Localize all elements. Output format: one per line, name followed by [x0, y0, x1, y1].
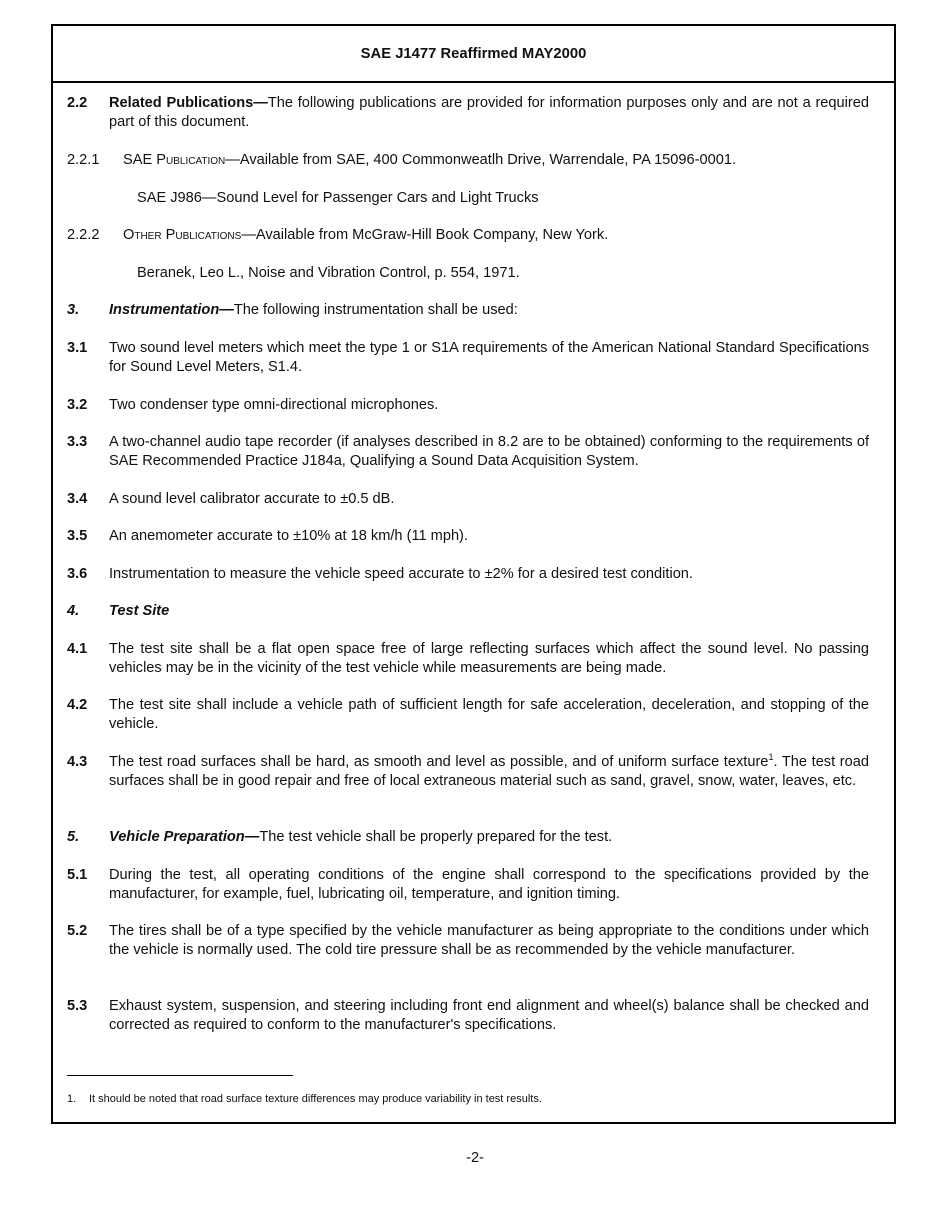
- section-3-4: [67, 490, 869, 509]
- section-heading: SAE Publication: [123, 152, 226, 168]
- section-3-6: [67, 565, 869, 584]
- section-text: The following publications are provided for information purposes only and are not a required part of this document.: [109, 95, 869, 130]
- section-text: —Available from McGraw-Hill Book Company, New York.: [241, 227, 609, 243]
- section-3-2: [67, 396, 869, 415]
- section-3-1: [67, 339, 869, 377]
- section-text: . The test road surfaces shall be in good repair and free of local extraneous material such as sand, gravel, snow, water, leaves, etc.: [109, 754, 869, 789]
- page-frame: [51, 24, 896, 1124]
- section-5-3: [67, 997, 869, 1035]
- section-5: [67, 828, 869, 847]
- section-text: A sound level calibrator accurate to ±0.5 dB.: [109, 491, 395, 507]
- section-3-5: [67, 527, 869, 546]
- section-number: 5.: [67, 829, 80, 845]
- section-text: Two sound level meters which meet the type 1 or S1A requirements of the American National Standard Specifications for Sound Level Meters, S1.4.: [109, 340, 869, 375]
- section-text: Instrumentation to measure the vehicle speed accurate to ±2% for a desired test condition.: [109, 566, 693, 582]
- section-heading: Test Site: [109, 603, 170, 619]
- document-header: [53, 26, 894, 83]
- section-2-2-2: [67, 226, 869, 245]
- reference-sae-j986: SAE J986—Sound Level for Passenger Cars and Light Trucks: [137, 190, 539, 206]
- section-number: 4.2: [67, 697, 88, 713]
- section-number: 4.3: [67, 754, 88, 770]
- section-number: 2.2.2: [67, 227, 100, 243]
- reference-beranek: Beranek, Leo L., Noise and Vibration Control, p. 554, 1971.: [137, 265, 520, 281]
- section-number: 5.3: [67, 998, 88, 1014]
- footnote: [67, 1093, 542, 1105]
- section-number: 3.4: [67, 491, 88, 507]
- section-4-1: [67, 640, 869, 678]
- section-number: 3.6: [67, 566, 88, 582]
- section-number: 4.1: [67, 641, 88, 657]
- section-text: The following instrumentation shall be used:: [233, 302, 518, 318]
- section-text: A two-channel audio tape recorder (if analyses described in 8.2 are to be obtained) conforming to the requirements of SAE Recommended Practice J184a, Qualifying a Sound Data Acquisition System.: [109, 434, 869, 469]
- section-number: 3.1: [67, 340, 88, 356]
- section-text: The tires shall be of a type specified by the vehicle manufacturer as being appropriate to the conditions under which the vehicle is normally used. The cold tire pressure shall be as recommended by the vehicle manufacturer.: [109, 923, 869, 958]
- page-number: -2-: [466, 1150, 484, 1166]
- section-4: [67, 602, 869, 621]
- section-2-2: [67, 94, 869, 132]
- section-4-3: [67, 753, 869, 791]
- section-number: 3.2: [67, 397, 88, 413]
- section-text: Exhaust system, suspension, and steering including front end alignment and wheel(s) balance shall be checked and corrected as required to conform to the manufacturer's specifications.: [109, 998, 869, 1033]
- section-number: 3.: [67, 302, 80, 318]
- section-heading: Related Publications—: [109, 95, 268, 111]
- section-number: 2.2.1: [67, 152, 100, 168]
- section-number: 5.1: [67, 867, 88, 883]
- section-text: During the test, all operating conditions of the engine shall correspond to the specifications provided by the manufacturer, for example, fuel, lubricating oil, temperature, and ignition timing.: [109, 867, 869, 902]
- section-5-2: [67, 922, 869, 960]
- section-heading: Other Publications: [123, 227, 242, 243]
- section-number: 3.5: [67, 528, 88, 544]
- section-text: The test vehicle shall be properly prepared for the test.: [259, 829, 613, 845]
- section-3: [67, 301, 869, 320]
- section-4-2: [67, 696, 869, 734]
- section-number: 5.2: [67, 923, 88, 939]
- section-2-2-1: [67, 151, 869, 170]
- section-heading: Instrumentation—: [109, 302, 234, 318]
- footnote-divider: [67, 1075, 293, 1076]
- section-5-1: [67, 866, 869, 904]
- section-number: 4.: [67, 603, 80, 619]
- section-text: Two condenser type omni-directional microphones.: [109, 397, 439, 413]
- section-text: The test site shall include a vehicle path of sufficient length for safe acceleration, deceleration, and stopping of the vehicle.: [109, 697, 869, 732]
- footnote-number: 1.: [67, 1093, 77, 1105]
- section-number: 3.3: [67, 434, 88, 450]
- section-text: An anemometer accurate to ±10% at 18 km/h (11 mph).: [109, 528, 468, 544]
- footnote-text: It should be noted that road surface texture differences may produce variability in test results.: [89, 1093, 542, 1105]
- section-number: 2.2: [67, 95, 88, 111]
- document-title: SAE J1477 Reaffirmed MAY2000: [360, 45, 587, 62]
- section-heading: Vehicle Preparation—: [109, 829, 260, 845]
- section-text: —Available from SAE, 400 Commonweatlh Drive, Warrendale, PA 15096-0001.: [225, 152, 737, 168]
- section-text: The test road surfaces shall be hard, as smooth and level as possible, and of uniform surface texture: [109, 754, 769, 770]
- section-text: The test site shall be a flat open space free of large reflecting surfaces which affect the sound level. No passing vehicles may be in the vicinity of the test vehicle while measurements are being made.: [109, 641, 869, 676]
- section-3-3: [67, 433, 869, 471]
- footnote-marker: 1: [768, 752, 774, 763]
